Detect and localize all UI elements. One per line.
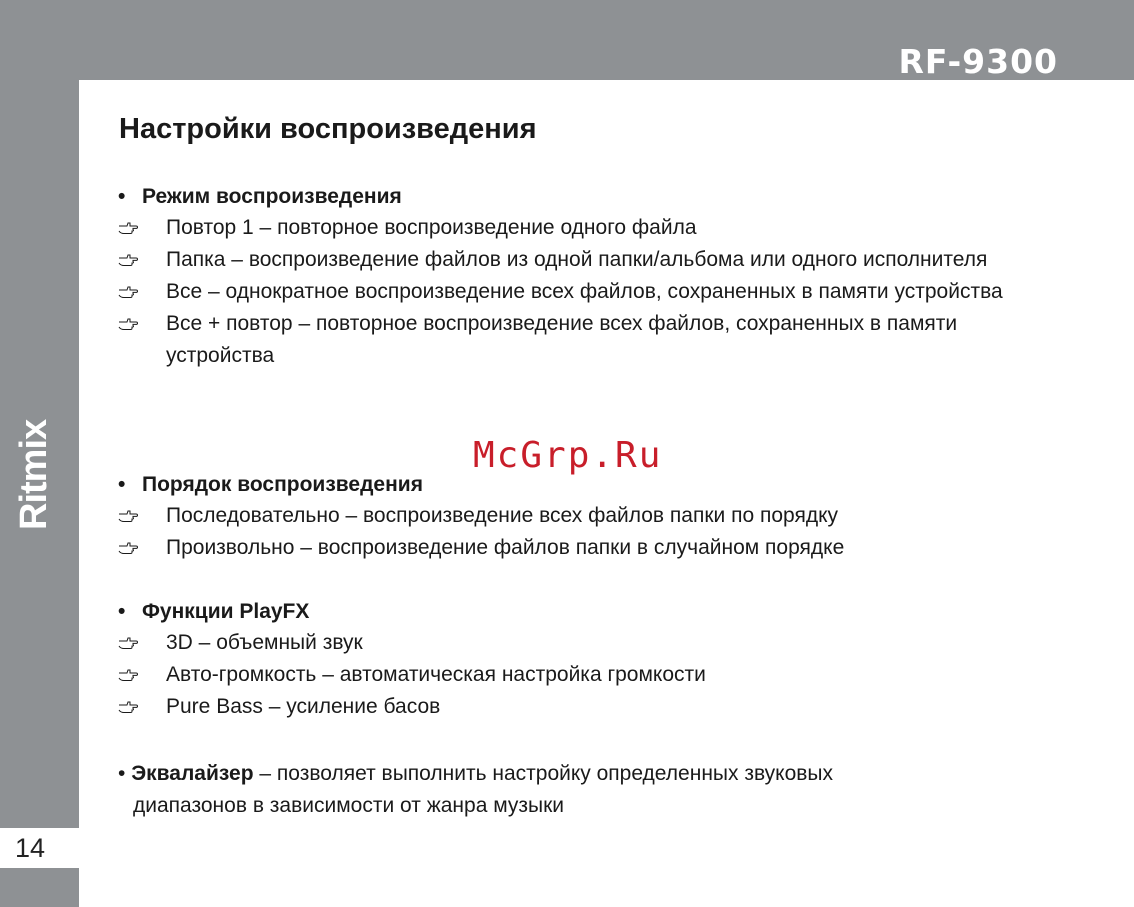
brand-logo: Ritmix [13,419,55,530]
list-item: Повтор 1 – повторное воспроизведение одного файла [118,212,1018,244]
page-number: 14 [14,833,46,863]
list-item: Папка – воспроизведение файлов из одной папки/альбома или одного исполнителя [118,244,1018,276]
pointing-hand-icon [118,691,140,723]
model-name: RF-9300 [898,42,1058,81]
list-item: Pure Bass – усиление басов [118,691,1018,723]
equalizer-desc-1: – позволяет выполнить настройку определенных звуковых [253,762,834,785]
equalizer-term: Эквалайзер [131,762,254,785]
pointing-hand-icon [118,500,140,532]
page-title: Настройки воспроизведения [119,113,537,145]
section-playfx [118,596,1018,723]
list-item: Все + повтор – повторное воспроизведение всех файлов, сохраненных в памяти устройства [118,308,1018,372]
list-item: Авто-громкость – автоматическая настройка громкости [118,659,1018,691]
bullet: • [118,762,132,785]
equalizer-paragraph [118,758,998,822]
list-item: Произвольно – воспроизведение файлов папки в случайном порядке [118,532,1018,564]
pointing-hand-icon [118,532,140,564]
section-playback-mode [118,181,1018,372]
pointing-hand-icon [118,244,140,276]
equalizer-desc-2: диапазонов в зависимости от жанра музыки [133,794,565,817]
watermark: McGrp.Ru [473,435,663,476]
list-item: 3D – объемный звук [118,627,1018,659]
section-playback-order [118,469,1018,564]
section-heading: • Порядок воспроизведения [118,473,423,496]
pointing-hand-icon [118,212,140,244]
pointing-hand-icon [118,308,140,340]
pointing-hand-icon [118,276,140,308]
pointing-hand-icon [118,627,140,659]
section-heading: • Функции PlayFX [118,600,310,623]
section-heading: • Режим воспроизведения [118,185,402,208]
pointing-hand-icon [118,659,140,691]
list-item: Последовательно – воспроизведение всех файлов папки по порядку [118,500,1018,532]
list-item: Все – однократное воспроизведение всех файлов, сохраненных в памяти устройства [118,276,1018,308]
